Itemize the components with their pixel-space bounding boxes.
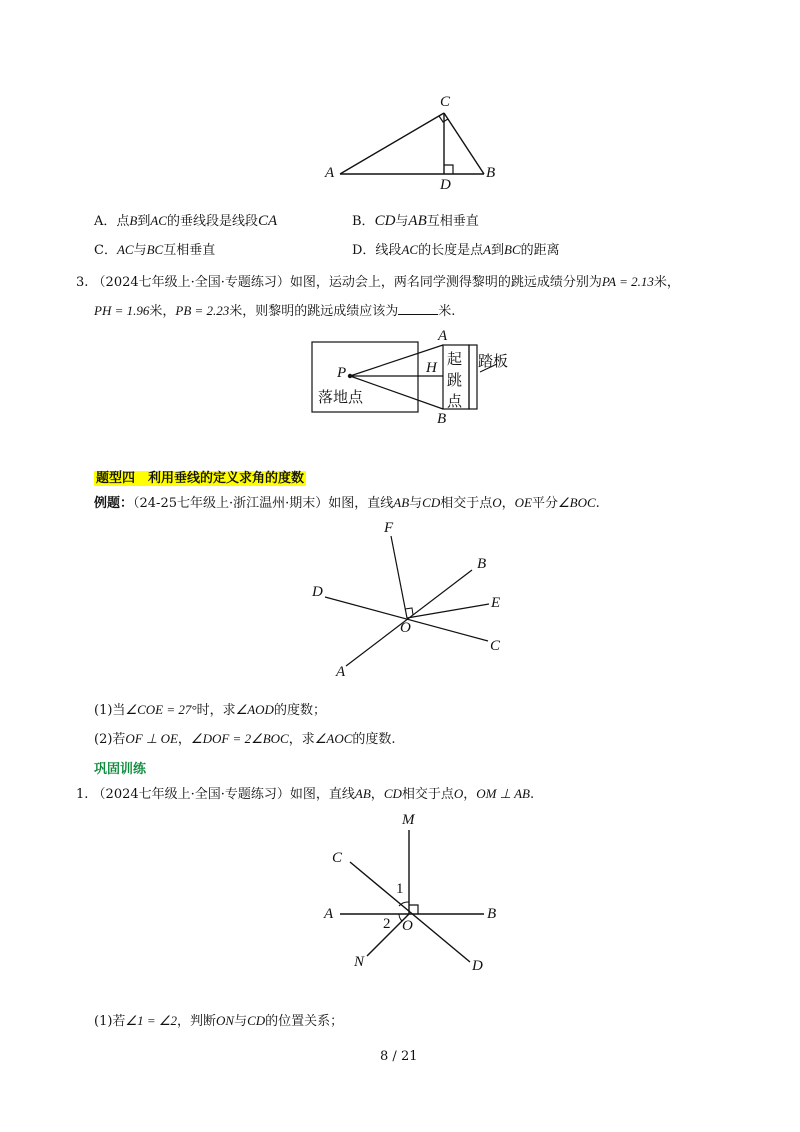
label-D-fig4: D <box>472 958 483 974</box>
label-D: D <box>440 177 451 193</box>
label-C-fig3: C <box>490 638 501 654</box>
example-part-1: (1)当∠COE = 27°时，求∠AOD的度数； <box>94 702 326 718</box>
label-B: B <box>486 165 496 181</box>
label-N: N <box>354 954 365 970</box>
label-B-fig3: B <box>477 556 487 572</box>
line-CD <box>350 862 470 962</box>
question-3-line2: PH = 1.96米，PB = 2.23米，则黎明的跳远成绩应该为 米. <box>94 303 456 319</box>
option-D: D．线段AC的长度是点A到BC的距离 <box>352 242 560 258</box>
label-A-fig2: A <box>438 328 448 344</box>
label-A-fig4: A <box>324 906 334 922</box>
label-F: F <box>384 520 394 536</box>
practice-question-1: 1. （2024七年级上·全国·专题练习）如图，直线AB，CD相交于点O，OM ⊥ AB. <box>76 786 535 802</box>
takeoff-char-1: 起 <box>447 350 463 368</box>
label-D-fig3: D <box>312 584 323 600</box>
question-3-line1: 3. （2024七年级上·全国·专题练习）如图，运动会上，两名同学测得黎明的跳远成绩分别为PA = 2.13米， <box>76 274 680 290</box>
example-label: 例题： <box>94 496 134 511</box>
label-C-fig4: C <box>332 850 343 866</box>
example-statement: 例题：（24-25七年级上·浙江温州·期末）如图，直线AB与CD相交于点O，OE平分∠BOC. <box>94 495 600 511</box>
label-O-fig3: O <box>400 620 411 636</box>
page-number: 8 / 21 <box>380 1049 418 1064</box>
example-part-2: (2)若OF ⊥ OE，∠DOF = 2∠BOC，求∠AOC的度数. <box>94 731 396 747</box>
option-A: A．点B到AC的垂线段是线段CA <box>94 213 278 229</box>
label-H: H <box>426 360 437 376</box>
angle-1-arc <box>399 902 409 906</box>
label-angle-1: 1 <box>396 881 404 897</box>
takeoff-char-3: 点 <box>447 392 463 410</box>
label-A: A <box>325 165 335 181</box>
option-C: C．AC与BC互相垂直 <box>94 242 216 258</box>
label-angle-2: 2 <box>383 916 391 932</box>
practice-part-1: (1)若∠1 = ∠2，判断ON与CD的位置关系； <box>94 1013 344 1029</box>
option-B: B．CD与AB互相垂直 <box>352 213 479 229</box>
section-heading: 题型四 利用垂线的定义求角的度数 <box>96 471 305 486</box>
label-B-fig4: B <box>487 906 497 922</box>
landing-label: 落地点 <box>318 388 364 406</box>
board-label: 踏板 <box>478 352 509 370</box>
takeoff-char-2: 跳 <box>447 371 463 389</box>
label-E: E <box>491 595 501 611</box>
label-O-fig4: O <box>402 918 413 934</box>
practice-heading: 巩固训练 <box>94 762 147 777</box>
label-C: C <box>440 94 451 110</box>
label-P: P <box>337 365 347 381</box>
label-B-fig2: B <box>437 411 447 427</box>
label-A-fig3: A <box>336 664 346 680</box>
label-M: M <box>402 812 415 828</box>
